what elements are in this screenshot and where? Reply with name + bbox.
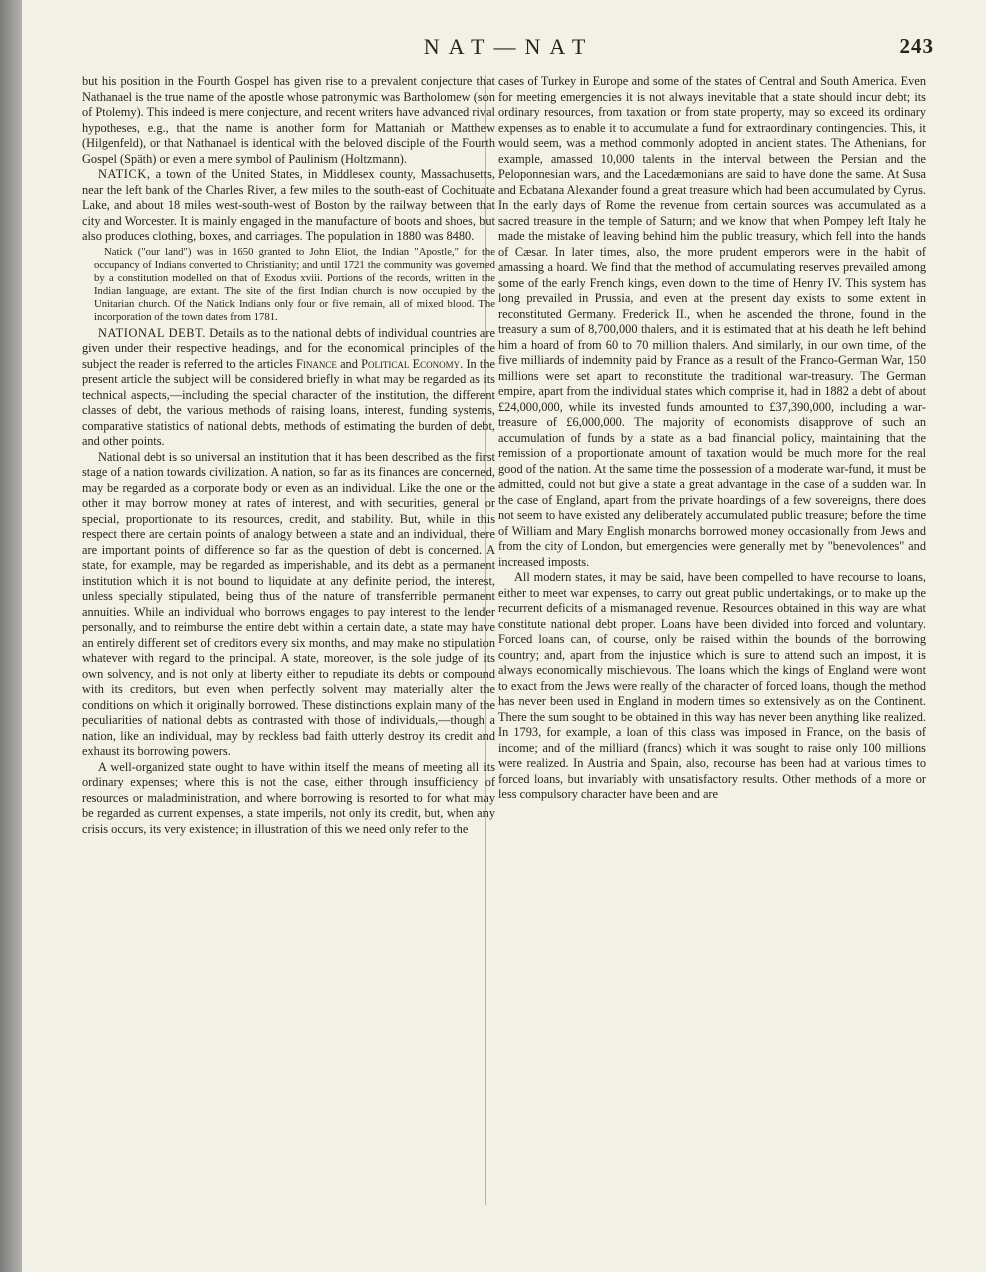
page-edge-shadow: [0, 0, 22, 1272]
natick-entry: [82, 167, 495, 245]
ref-political-economy: Political Economy: [361, 356, 461, 371]
national-debt-intro-a: Details as to the national debts of individual countries are given under their respective headings, and for the economical principles of the subject the reader is referred to the articles: [82, 325, 495, 371]
national-debt-headword: NATIONAL DEBT.: [98, 325, 206, 340]
page-header: [84, 34, 934, 66]
accumulated-treasure-paragraph: cases of Turkey in Europe and some of the states of Central and South America. Even for meeting emergencies it is not always inevitable that a state should incur debt; its ordinary resources, from taxation or from state property, may so exceed its ordinary expenses as to enable it to accumulate a fund for extraordinary contingencies. This, it would seem, was a method commonly adopted in ancient states. The Athenians, for example, amassed 10,000 talents in the interval between the Persian and the Peloponnesian wars, and the Lacedæmonians are said to have done the same. At Susa and Ecbatana Alexander found a great treasure which had been accumulated by Cyrus. In the early days of Rome the revenue from certain sources was accumulated as a sacred treasure in the temple of Saturn; and we know that when Pompey left Italy he made the mistake of leaving behind him the public treasury, which fell into the hands of Cæsar. In later times, also, the more prudent emperors were in the habit of amassing a hoard. We find that the method of accumulating reserves prevailed among some of the early French kings, even down to the time of Henry IV. This system has long prevailed in Prussia, and even at the present day exists to some extent in reconstituted Germany. Frederick II., when he ascended the throne, found in the treasury a sum of 8,700,000 thalers, and it is estimated that at his death he left behind him a hoard of from 60 to 70 million thalers. And similarly, in our own time, of the five milliards of indemnity paid by France as a result of the Franco-German War, 150 millions were set apart to reconstitute the traditional war-treasury. The German empire, apart from the individual states which comprise it, had in 1882 a debt of about £24,000,000, while its invested funds amounted to £37,390,000, including a war-treasure of £6,000,000. The majority of economists disapprove of such an accumulation of funds by a state as a bad financial policy, maintaining that the remission of a proportionate amount of taxation would be much more for the real good of the nation. At the same time the possession of a moderate war-fund, it must be admitted, could not but give a state a great advantage in the case of a sudden war. In the case of England, apart from the private hoardings of a few sovereigns, there does not seem to have existed any deliberately accumulated public treasure; before the time of William and Mary English monarchs borrowed money occasionally from Jews and from the city of London, but emergencies were generally met by "benevolences" and increased imposts.: [498, 74, 926, 569]
page-number: 243: [899, 34, 934, 58]
natick-headword: NATICK,: [98, 167, 151, 181]
right-column: [498, 74, 926, 803]
natick-text: a town of the United States, in Middlesex county, Massachusetts, near the left bank of the Charles River, a few miles to the south-east of Cochituate Lake, and about 18 miles west-south-west of Boston by the railway between that city and Worcester. It is mainly engaged in the manufacture of boots and shoes, but also produces clothing, boxes, and carriages. The population in 1880 was 8480.: [82, 167, 495, 243]
national-debt-entry: [82, 326, 495, 450]
running-head: NAT—NAT: [423, 34, 595, 59]
national-debt-intro-b: . In the present article the subject will be considered briefly in what may be regarded as its technical aspects,—including the special character of the institution, the different classes of debt, the various methods of raising loans, interest, funding systems, comparative statistics of national debts, methods of estimating the burden of debt, and other points.: [82, 356, 495, 448]
ref-and: and: [336, 356, 362, 371]
natick-note: Natick ("our land") was in 1650 granted to John Eliot, the Indian "Apostle," for the occupancy of Indians converted to Christianity; and until 1721 the community was governed by a constitution modelled on that of Exodus xviii. Portions of the records, written in the Indian language, are extant. The site of the first Indian church is now occupied by the Unitarian church. Of the Natick Indians only four or five remain, all of mixed blood. The incorporation of the town dates from 1781.: [94, 245, 495, 323]
book-page: [22, 0, 986, 1272]
universal-institution-paragraph: National debt is so universal an institution that it has been described as the first stage of a nation towards civilization. A nation, so far as its finances are concerned, may be regarded as a corporate body or even as an individual. Like the one or the other it may borrow money at rates of interest, and with securities, general or special, proportionate to its resources, credit, and stability. But, while in this respect there are certain points of analogy between a state and an individual, there are important points of difference so far as the question of debt is concerned. A state, for example, may be regarded as imperishable, and its debt as a permanent institution which it is not bound to liquidate at any definite period, the interest, unless specially stipulated, being thus of the nature of transferrible permanent annuities. While an individual who borrows engages to pay interest to the lender personally, and to reimburse the entire debt within a certain date, a state may have an entirely different set of creditors every six months, and may make no stipulation whatever with regard to the principal. A state, moreover, is the sole judge of its own solvency, and is not only at liberty either to repudiate its debts or compound with its creditors, but even when perfectly solvent may materially alter the conditions on which it originally borrowed. These distinctions explain many of the peculiarities of national debts as contrasted with those of individuals,—though a nation, like an individual, may by reckless bad faith utterly destroy its credit and exhaust its borrowing powers.: [82, 449, 495, 758]
nathanael-continuation-paragraph: but his position in the Fourth Gospel has given rise to a prevalent conjecture that Nathanael is the true name of the apostle whose patronymic was Bartholomew (son of Ptolemy). This indeed is mere conjecture, and recent writers have advanced rival hypotheses, e.g., that the name is another form for Mattaniah or Matthew (Hilgenfeld), or that Nathanael is identical with the beloved disciple of the Fourth Gospel (Späth) or even a mere symbol of Paulinism (Holtzmann).: [82, 74, 495, 166]
left-column: [82, 74, 495, 837]
ref-finance: Finance: [296, 356, 337, 371]
well-organized-state-paragraph: A well-organized state ought to have within itself the means of meeting all its ordinary expenses; where this is not the case, either through insufficiency of resources or maladministration, and where borrowing is resorted to for what may be regarded as current expenses, a state imperils, not only its credit, but, when any crisis occurs, its very existence; in illustration of this we need only refer to the: [82, 759, 495, 836]
modern-states-loans-paragraph: All modern states, it may be said, have been compelled to have recourse to loans, either to meet war expenses, to carry out great public undertakings, or to make up the recurrent deficits of a mismanaged revenue. Resources obtained in this way are what constitute national debt proper. Loans have been divided into forced and voluntary. Forced loans can, of course, only be raised within the bounds of the borrowing country; and, apart from the injustice which is sure to attend such an impost, it is always economically mischievous. The loans which the kings of England were wont to exact from the Jews were really of the character of forced loans, though the method has never been used in England in modern times so extensively as on the Continent. There the sum sought to be obtained in this way has never been anything like realized. In 1793, for example, a loan of this class was imposed in France, on the basis of income; and of the milliard (francs) which it was sought to raise only 100 millions were realized. In Austria and Spain, also, recourse has been had at various times to forced loans, but invariably with unsatisfactory results. Other methods of a more or less compulsory character have been and are: [498, 570, 926, 801]
